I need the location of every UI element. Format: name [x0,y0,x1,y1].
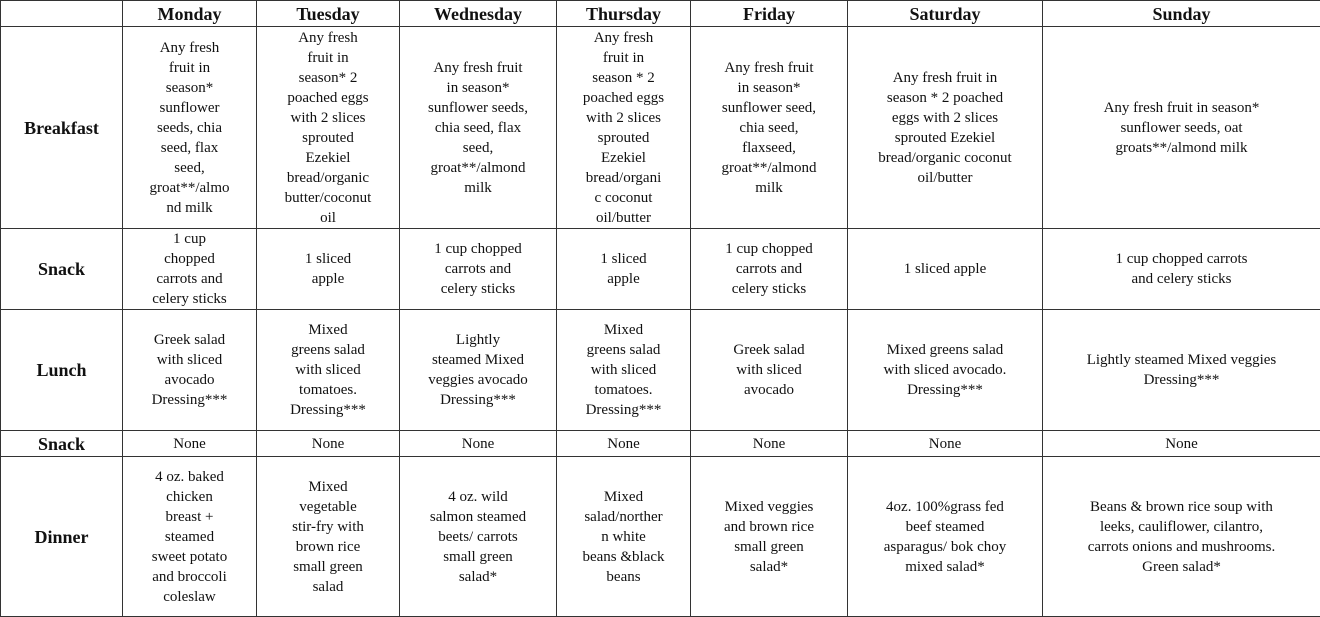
meal-cell-text: Mixed greens salad with sliced tomatoes. Dressing*** [585,322,662,418]
meal-cell [257,27,400,229]
meal-cell [257,229,400,310]
meal-cell [1043,27,1320,229]
meal-cell-text: Mixed salad/norther n white beans &black beans [582,488,665,585]
meal-cell [400,431,557,457]
table-row [1,431,1320,457]
meal-cell [1043,457,1320,617]
meal-cell [123,431,257,457]
meal-cell [400,229,557,310]
meal-cell [691,457,848,617]
meal-cell [257,431,400,457]
meal-cell-text: Lightly steamed Mixed veggies Dressing*** [1086,352,1277,388]
meal-cell [1043,431,1320,457]
meal-cell-text: Any fresh fruit in season* sunflower seeds, chia seed, flax seed, groat**/almo nd milk [149,39,230,216]
meal-cell-text: 1 sliced apple [903,261,987,277]
meal-cell-text: 1 cup chopped carrots and celery sticks [152,231,227,307]
meal-label: Dinner [1,457,123,617]
meal-cell [400,27,557,229]
day-header: Thursday [557,1,691,27]
meal-label: Lunch [1,310,123,431]
meal-cell-text: Any fresh fruit in season * 2 poached eggs with 2 slices sprouted Ezekiel bread/organi c coconut oil/butter [582,29,665,226]
meal-cell [848,431,1043,457]
meal-cell [257,310,400,431]
meal-cell-text: Greek salad with sliced avocado [733,342,805,398]
meal-cell-text: 4 oz. wild salmon steamed beets/ carrots small green salad* [429,488,527,585]
meal-cell [691,431,848,457]
meal-label: Breakfast [1,27,123,229]
meal-cell [848,310,1043,431]
table-row [1,229,1320,310]
meal-cell [1043,229,1320,310]
meal-cell [691,27,848,229]
meal-cell [691,229,848,310]
meal-cell [123,457,257,617]
meal-cell-text: 4oz. 100%grass fed beef steamed asparagus/ bok choy mixed salad* [883,498,1007,575]
meal-cell-text: Any fresh fruit in season* sunflower seed, chia seed, flaxseed, groat**/almond milk [721,59,817,196]
meal-cell [557,310,691,431]
meal-cell-text: Beans & brown rice soup with leeks, cauliflower, cilantro, carrots onions and mushrooms. Green salad* [1087,498,1276,575]
day-header: Sunday [1043,1,1320,27]
day-header: Monday [123,1,257,27]
meal-cell-text: 1 sliced apple [304,251,352,287]
table-row [1,27,1320,229]
day-header: Friday [691,1,848,27]
meal-cell [400,457,557,617]
meal-cell-text: Any fresh fruit in season* 2 poached eggs with 2 slices sprouted Ezekiel bread/organic butter/coconut oil [284,29,372,226]
meal-cell [400,310,557,431]
meal-cell [123,229,257,310]
meal-cell-text: 1 sliced apple [600,251,647,287]
table-row [1,457,1320,617]
meal-cell [557,457,691,617]
meal-cell-text: 1 cup chopped carrots and celery sticks [725,241,813,297]
meal-cell-text: None [1165,435,1198,452]
meal-cell-text: 1 cup chopped carrots and celery sticks [1115,251,1248,287]
meal-cell-text: None [752,435,786,452]
meal-cell-text: Mixed greens salad with sliced tomatoes. Dressing*** [290,322,366,418]
meal-cell [123,27,257,229]
meal-cell-text: None [461,435,495,452]
meal-cell-text: Lightly steamed Mixed veggies avocado Dressing*** [428,332,528,408]
meal-cell-text: 1 cup chopped carrots and celery sticks [434,241,522,297]
meal-cell [123,310,257,431]
header-row [1,1,1320,27]
meal-cell-text: None [607,435,640,452]
meal-cell-text: None [173,435,206,452]
day-header: Wednesday [400,1,557,27]
meal-cell-text: Any fresh fruit in season * 2 poached eggs with 2 slices sprouted Ezekiel bread/organic coconut oil/butter [878,69,1012,186]
meal-cell-text: 4 oz. baked chicken breast + steamed sweet potato and broccoli coleslaw [151,468,228,605]
meal-cell-text: Any fresh fruit in season* sunflower seeds, oat groats**/almond milk [1103,99,1260,156]
meal-cell [848,229,1043,310]
meal-cell [257,457,400,617]
table-row [1,310,1320,431]
day-header: Tuesday [257,1,400,27]
meal-label: Snack [1,431,123,457]
meal-cell [848,27,1043,229]
day-header: Saturday [848,1,1043,27]
meal-label: Snack [1,229,123,310]
meal-cell-text: Greek salad with sliced avocado Dressing*** [151,332,228,408]
corner-cell [1,1,123,27]
meal-cell-text: Mixed vegetable stir-fry with brown rice small green salad [292,478,364,595]
meal-cell-text: Mixed veggies and brown rice small green salad* [724,498,814,575]
meal-cell-text: Mixed greens salad with sliced avocado. Dressing*** [883,342,1007,398]
meal-cell [1043,310,1320,431]
meal-cell-text: Any fresh fruit in season* sunflower seeds, chia seed, flax seed, groat**/almond milk [428,59,528,196]
meal-cell-text: None [311,435,345,452]
meal-cell [557,27,691,229]
meal-cell [848,457,1043,617]
meal-cell [557,431,691,457]
meal-cell-text: None [928,435,962,452]
meal-cell [557,229,691,310]
meal-cell [691,310,848,431]
